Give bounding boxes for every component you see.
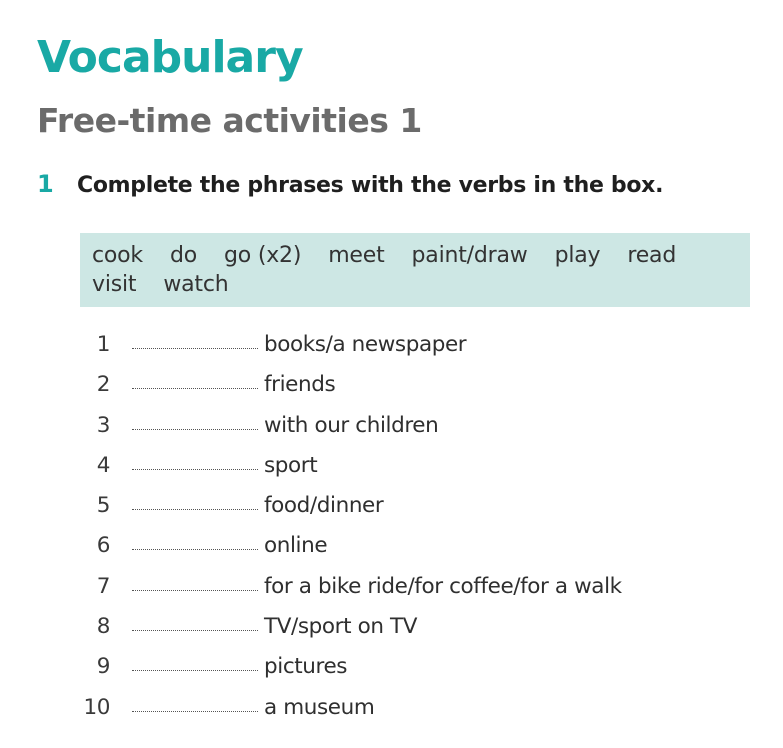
item-phrase: books/a newspaper: [264, 332, 467, 357]
word-box-word: go (x2): [224, 243, 302, 268]
answer-blank[interactable]: [132, 669, 258, 671]
item-number: 8: [96, 614, 110, 640]
answer-blank[interactable]: [132, 508, 258, 510]
item-number: 1: [96, 332, 110, 357]
item-phrase: TV/sport on TV: [264, 614, 418, 640]
word-box-word: visit: [92, 272, 137, 297]
exercise-instruction: [37, 170, 663, 198]
list-item: [80, 695, 740, 735]
word-box-word: read: [627, 243, 677, 268]
answer-blank[interactable]: [132, 428, 258, 430]
item-number: 5: [96, 493, 110, 519]
item-phrase: for a bike ride/for coffee/for a walk: [264, 573, 622, 599]
item-phrase: online: [264, 533, 328, 559]
answer-blank[interactable]: [132, 347, 258, 349]
item-number: 4: [96, 452, 110, 478]
item-number: 2: [96, 372, 110, 398]
exercise-number: 1: [37, 170, 54, 198]
item-phrase: friends: [264, 372, 336, 398]
list-item: [80, 533, 740, 573]
answer-blank[interactable]: [132, 387, 258, 389]
phrase-list: [80, 332, 740, 735]
list-item: [80, 453, 740, 493]
answer-blank[interactable]: [132, 468, 258, 470]
list-item: [80, 372, 740, 412]
item-phrase: pictures: [264, 654, 348, 680]
item-phrase: food/dinner: [264, 493, 384, 519]
item-number: 7: [96, 573, 110, 599]
word-box-word: play: [554, 243, 601, 268]
page-title: Vocabulary: [37, 32, 303, 83]
word-box-word: do: [169, 243, 197, 268]
list-item: [80, 493, 740, 533]
section-subtitle: Free-time activities 1: [37, 101, 422, 140]
item-phrase: a museum: [264, 694, 375, 720]
word-box-word: watch: [163, 272, 229, 297]
word-box: [80, 233, 750, 307]
word-box-word: meet: [328, 243, 385, 268]
instruction-text: Complete the phrases with the verbs in the box.: [77, 173, 664, 198]
list-item: [80, 332, 740, 372]
answer-blank[interactable]: [132, 548, 258, 550]
item-number: 9: [96, 654, 110, 680]
item-phrase: sport: [264, 452, 318, 478]
list-item: [80, 614, 740, 654]
answer-blank[interactable]: [132, 710, 258, 712]
item-phrase: with our children: [264, 412, 439, 438]
item-number: 6: [96, 533, 110, 559]
list-item: [80, 413, 740, 453]
list-item: [80, 574, 740, 614]
word-box-word: paint/draw: [411, 243, 528, 268]
item-number: 10: [83, 694, 110, 720]
word-box-row-1: [92, 241, 738, 270]
word-box-row-2: [92, 270, 738, 299]
item-number: 3: [96, 412, 110, 438]
answer-blank[interactable]: [132, 629, 258, 631]
word-box-word: cook: [92, 243, 143, 268]
answer-blank[interactable]: [132, 589, 258, 591]
list-item: [80, 654, 740, 694]
